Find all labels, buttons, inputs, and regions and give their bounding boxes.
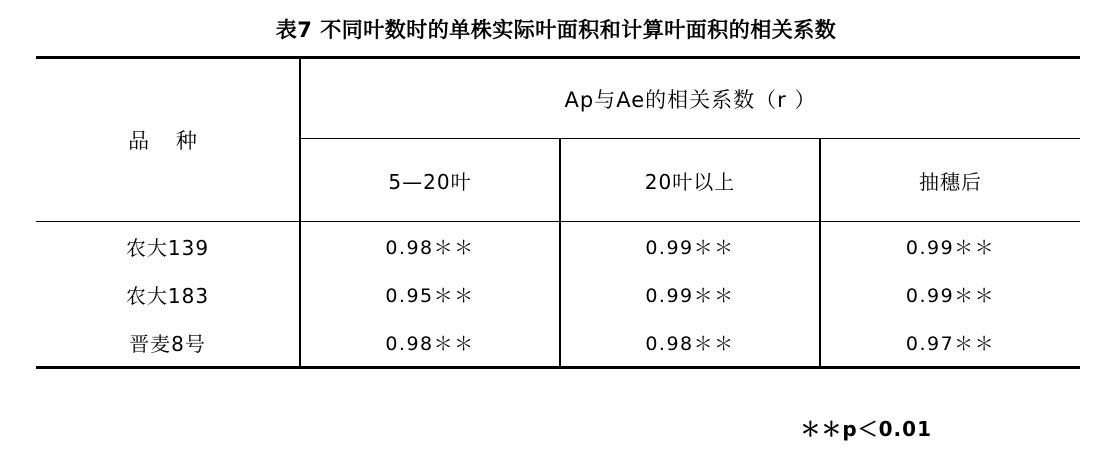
header-sub-3: 抽穗后 <box>820 139 1080 222</box>
table-footnote: ＊＊p＜0.01 <box>800 417 932 441</box>
cell-value: 0.97＊＊ <box>820 318 1080 368</box>
table-row <box>36 318 1080 368</box>
header-row-group <box>36 58 1080 139</box>
cell-variety: 农大183 <box>36 270 300 318</box>
table-row <box>36 270 1080 318</box>
cell-value: 0.98＊＊ <box>560 318 820 368</box>
cell-value: 0.98＊＊ <box>300 222 560 271</box>
header-sub-2: 20叶以上 <box>560 139 820 222</box>
header-sub-1: 5—20叶 <box>300 139 560 222</box>
table-body <box>36 222 1080 368</box>
cell-value: 0.99＊＊ <box>560 222 820 271</box>
table-head <box>36 58 1080 222</box>
table-title: 表7 不同叶数时的单株实际叶面积和计算叶面积的相关系数 <box>275 18 837 42</box>
header-correlation-group: Ap与Ae的相关系数（r ） <box>300 58 1080 139</box>
cell-value: 0.99＊＊ <box>905 284 996 307</box>
table-container <box>36 56 1080 369</box>
cell-variety: 晋麦8号 <box>36 318 300 368</box>
cell-value: 0.98＊＊ <box>300 318 560 368</box>
cell-value: 0.95＊＊ <box>300 270 560 318</box>
cell-value: 0.99＊＊ <box>820 222 1080 271</box>
correlation-table <box>36 56 1080 369</box>
cell-variety: 农大139 <box>36 222 300 271</box>
header-variety: 品 种 <box>36 58 300 222</box>
cell-value: 0.99＊＊ <box>560 270 820 318</box>
table-row <box>36 222 1080 271</box>
